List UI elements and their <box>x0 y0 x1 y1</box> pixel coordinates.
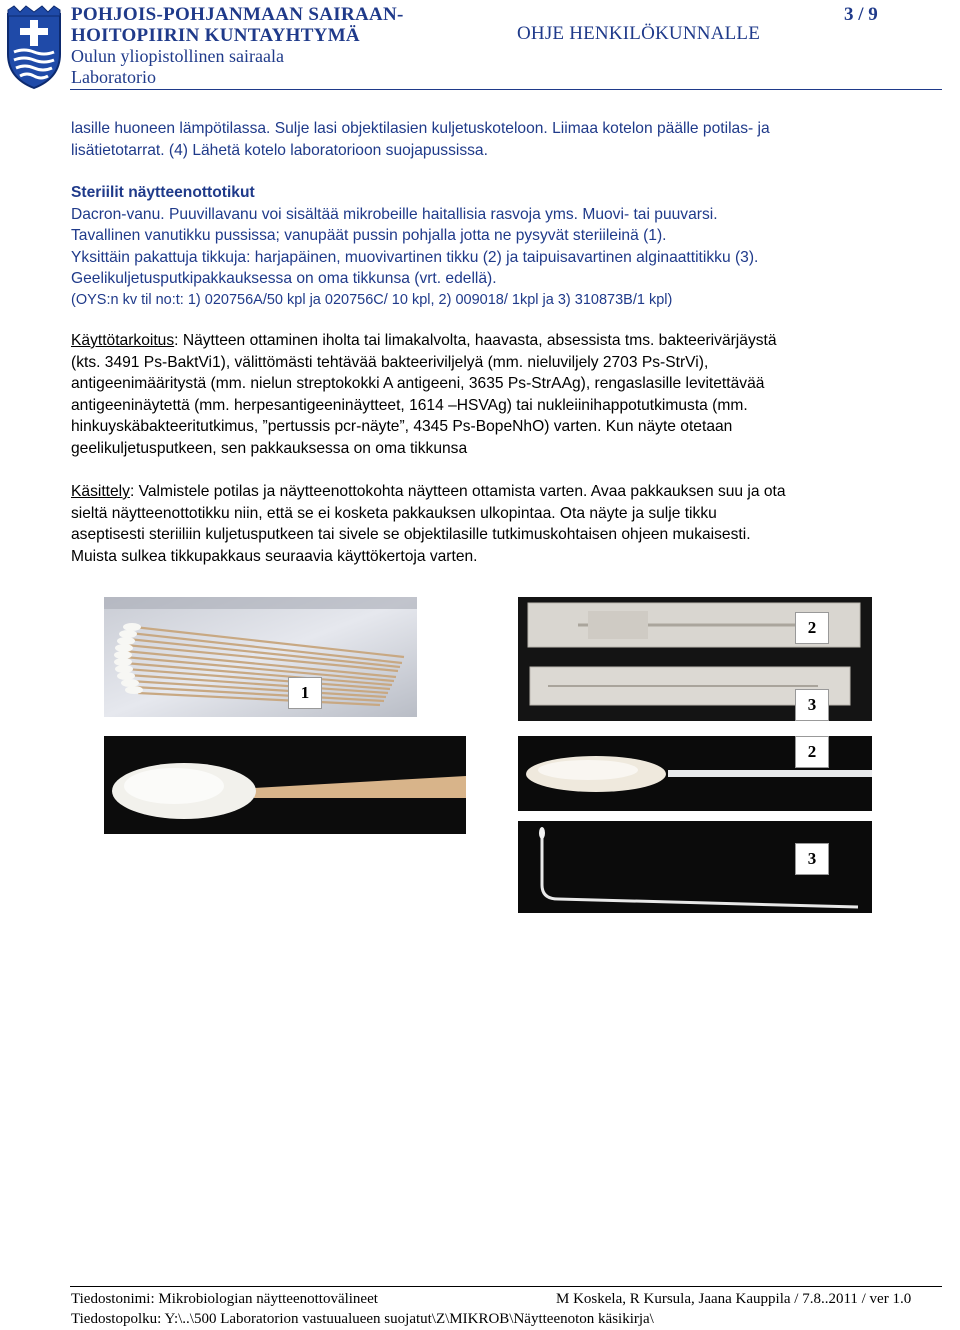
org-line-1: POHJOIS-POHJANMAAN SAIRAAN- <box>71 4 404 25</box>
footer-authors: M Koskela, R Kursula, Jaana Kauppila / 7.8..2011 / ver 1.0 <box>556 1291 912 1307</box>
handling-line: sieltä näytteenottotikku niin, että se ei kosketa pakkauksen ulkopintaa. Ota näyte ja sulje tikku <box>71 504 717 522</box>
coat-of-arms-logo <box>4 4 64 90</box>
photo-label: 2 <box>795 736 829 768</box>
intro-paragraph <box>71 118 921 161</box>
handling-line-1 <box>71 481 921 503</box>
sterile-line: Dacron-vanu. Puuvillavanu voi sisältää mikrobeille haitallisia rasvoja yms. Muovi- tai puuvarsi. <box>71 205 718 223</box>
photo-packaged-swabs <box>518 597 872 721</box>
order-numbers-line: (OYS:n kv til no:t: 1) 020756A/50 kpl ja 020756C/ 10 kpl, 2) 009018/ 1kpl ja 3) 310873B/1 kpl) <box>71 291 673 308</box>
swab-bag-image <box>104 597 417 717</box>
purpose-label: Käyttötarkoitus <box>71 332 175 349</box>
photo-label: 1 <box>288 677 322 709</box>
footer-filename: Tiedostonimi: Mikrobiologian näytteenottovälineet <box>71 1291 378 1307</box>
page-header <box>0 0 960 92</box>
org-line-2: HOITOPIIRIN KUNTAYHTYMÄ <box>71 25 360 46</box>
handling-label: Käsittely <box>71 483 130 500</box>
photo-cotton-swab <box>104 736 466 834</box>
handling-text: : Valmistele potilas ja näytteenottokohta näytteen ottamista varten. Avaa pakkauksen suu ja ota <box>129 483 786 500</box>
purpose-paragraph <box>71 330 921 459</box>
intro-line: lasille huoneen lämpötilassa. Sulje lasi objektilasien kuljetuskoteloon. Liimaa kotelon päälle potilas- ja <box>71 120 770 137</box>
cotton-swab-image <box>104 736 466 834</box>
photo-brush-swab <box>518 736 872 811</box>
handling-line: Muista sulkea tikkupakkaus seuraavia käyttökertoja varten. <box>71 547 478 565</box>
org-line-3: Oulun yliopistollinen sairaala <box>71 46 284 66</box>
handling-line: aseptisesti steriiliin kuljetusputkeen tai sivele se objektilasille tutkimuskohtaisen ohjeen mukaisesti. <box>71 526 751 543</box>
sterile-swabs-section <box>71 182 921 311</box>
photo-label: 3 <box>795 689 829 721</box>
handling-paragraph <box>71 481 921 567</box>
sterile-line: Tavallinen vanutikku pussissa; vanupäät pussin pohjalla jotta ne pysyvät steriileinä (1). <box>71 227 667 244</box>
footer-path: Tiedostopolku: Y:\..\500 Laboratorion vastuualueen suojatut\Z\MIKROB\Näytteenoton käsikirja\ <box>71 1311 654 1327</box>
photo-alginate-swab <box>518 821 872 913</box>
purpose-text: : Näytteen ottaminen iholta tai limakalvolta, haavasta, absessista tms. bakteerivärjäystä <box>174 332 777 349</box>
photo-label: 2 <box>795 612 829 644</box>
purpose-line: hinkuyskäbakteeritutkimus, ”pertussis pcr-näyte”, 4345 Ps-BopeNhO) varten. Kun näyte otetaan <box>71 418 733 435</box>
purpose-line: antigeeninäytettä (mm. herpesantigeeninäytteet, 1614 –HSVAg) tai nukleiinihappotutkimusta (mm. <box>71 396 748 414</box>
page-number: 3 / 9 <box>844 4 878 25</box>
photo-swab-bag <box>104 597 417 717</box>
sterile-line: Geelikuljetusputkipakkauksessa on oma tikkunsa (vrt. edellä). <box>71 270 497 287</box>
purpose-line: antigeenimääritystä (mm. nielun streptokokki A antigeeni, 3635 Ps-StrAAg), rengaslasille levitettävää <box>71 375 765 392</box>
section-heading: Steriilit näytteenottotikut <box>71 184 255 201</box>
photo-label: 3 <box>795 843 829 875</box>
org-line-4: Laboratorio <box>71 67 156 87</box>
document-type: OHJE HENKILÖKUNNALLE <box>517 23 761 44</box>
footer-divider <box>70 1286 942 1287</box>
header-divider <box>70 89 942 90</box>
purpose-line: geelikuljetusputkeen, sen pakkauksessa on oma tikkunsa <box>71 439 468 457</box>
intro-line: lisätietotarrat. (4) Lähetä kotelo laboratorioon suojapussissa. <box>71 141 488 159</box>
sterile-line: Yksittäin pakattuja tikkuja: harjapäinen, muovivartinen tikku (2) ja taipuisavartinen alginaattitikku (3). <box>71 248 759 266</box>
organization-name <box>71 4 404 88</box>
purpose-line: (kts. 3491 Ps-BaktVi1), välittömästi tehtävää bakteeriviljelyä (mm. nieluviljely 2703 Ps-StrVi), <box>71 353 709 371</box>
purpose-line-1 <box>71 330 921 352</box>
